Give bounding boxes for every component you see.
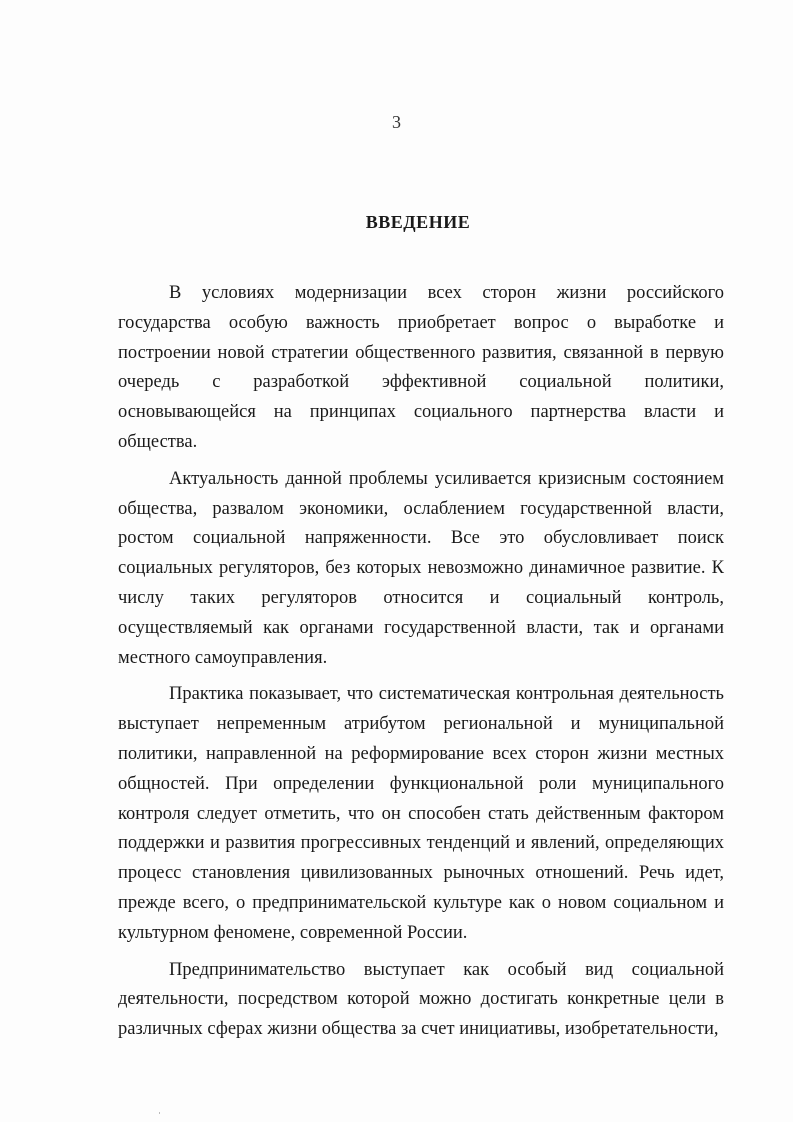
body-text xyxy=(118,279,724,1045)
section-heading: ВВЕДЕНИЕ xyxy=(365,212,471,232)
page-number: 3 xyxy=(392,112,401,132)
paragraph: В условиях модернизации всех сторон жизни российского государства особую важность приобретает вопрос о выработке и построении новой стратегии общественного развития, связанной в первую очередь с разработкой эффективной социальной политики, основывающейся на принципах социального партнерства власти и общества. xyxy=(118,283,724,452)
scan-speck xyxy=(159,1112,160,1114)
paragraph: Практика показывает, что систематическая контрольная деятельность выступает непременным атрибутом региональной и муниципальной политики, направленной на реформирование всех сторон жизни местных общностей. При определении функциональной роли муниципального контроля следует отметить, что он способен стать действенным фактором поддержки и развития прогрессивных тенденций и явлений, определяющих процесс становления цивилизованных рыночных отношений. Речь идет, прежде всего, о предпринимательской культуре как о новом социальном и культурном феномене, современной России. xyxy=(118,684,724,943)
paragraph: Предпринимательство выступает как особый вид социальной деятельности, посредством которой можно достигать конкретные цели в различных сферах жизни общества за счет инициативы, изобретательности, xyxy=(118,959,724,1040)
paragraph: Актуальность данной проблемы усиливается кризисным состоянием общества, развалом экономики, ослаблением государственной власти, ростом социальной напряженности. Все это обусловливает поиск социальных регуляторов, без которых невозможно динамичное развитие. К числу таких регуляторов относится и социальный контроль, осуществляемый как органами государственной власти, так и органами местного самоуправления. xyxy=(118,468,724,668)
